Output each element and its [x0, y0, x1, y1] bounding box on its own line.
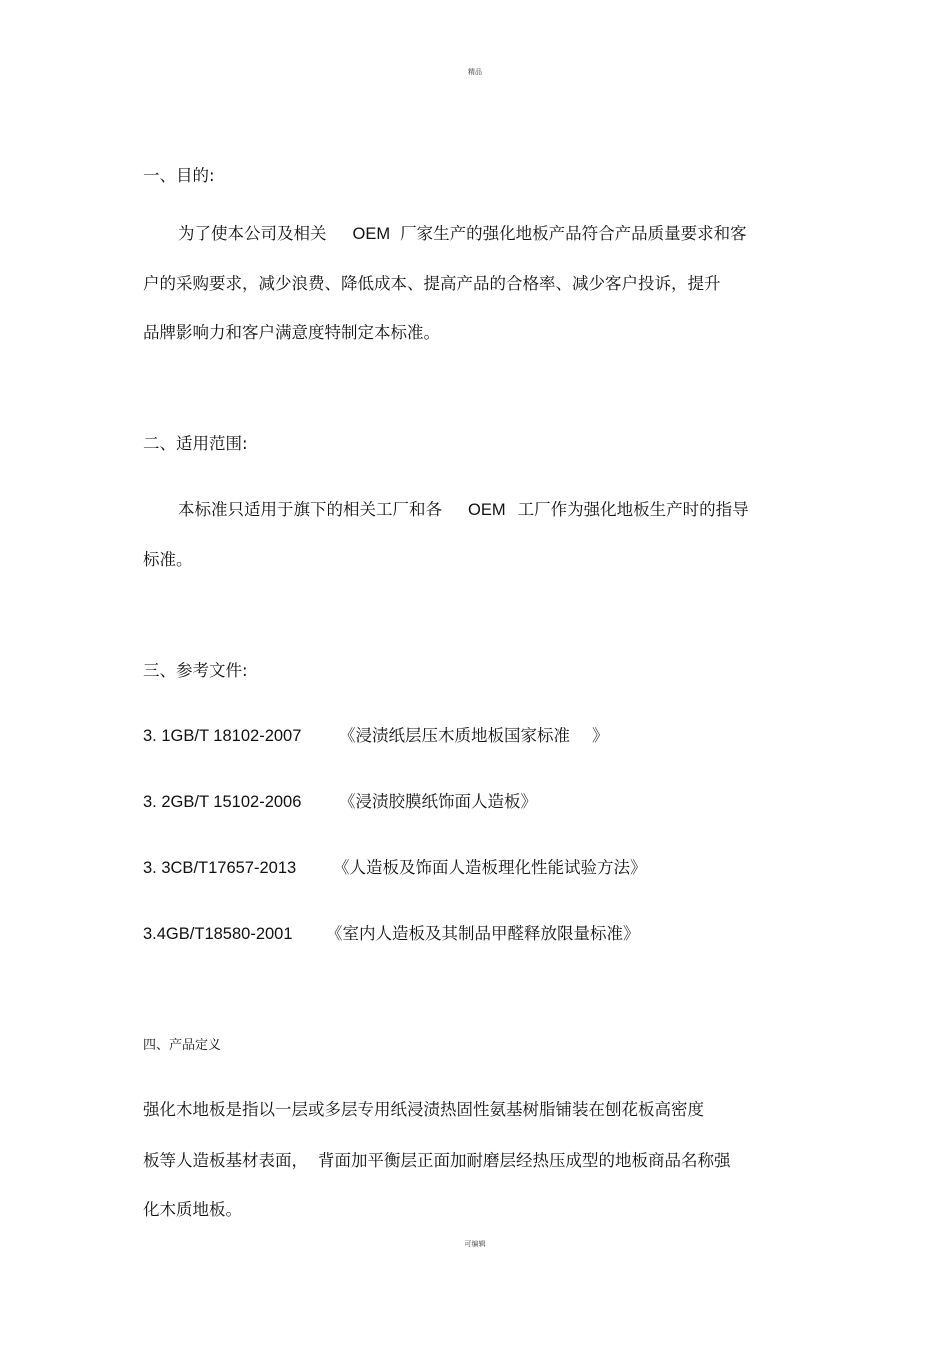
definition-line2-pre: 板等人造板基材表面， — [143, 1151, 308, 1170]
footer-mark: 可编辑 — [464, 1240, 486, 1248]
reference-title: 《人造板及饰面人造板理化性能试验方法》 — [333, 858, 647, 877]
purpose-line1-post: 厂家生产的强化地板产品符合产品质量要求和客 — [400, 224, 747, 243]
reference-title: 《浸渍胶膜纸饰面人造板》 — [339, 792, 537, 811]
reference-title: 《室内人造板及其制品甲醛释放限量标准》 — [326, 924, 640, 943]
reference-item — [143, 792, 537, 812]
definition-paragraph-line-2 — [143, 1151, 731, 1171]
definition-paragraph-line-1: 强化木地板是指以一层或多层专用纸浸渍热固性氨基树脂铺装在刨花板高密度 — [143, 1100, 704, 1119]
purpose-line1-oem: OEM — [352, 225, 391, 243]
reference-code: 3. 3CB/T17657-2013 — [143, 859, 297, 877]
scope-line1-pre: 本标准只适用于旗下的相关工厂和各 — [178, 500, 442, 519]
reference-item — [143, 726, 609, 746]
scope-line1-post: 工厂作为强化地板生产时的指导 — [517, 500, 749, 519]
purpose-line1-pre: 为了使本公司及相关 — [178, 224, 327, 243]
reference-code: 3.4GB/T18580-2001 — [143, 925, 293, 943]
purpose-paragraph-line-1 — [178, 224, 747, 244]
reference-item — [143, 924, 640, 944]
scope-paragraph-line-1 — [178, 500, 749, 520]
purpose-paragraph-line-2: 户的采购要求，减少浪费、降低成本、提高产品的合格率、减少客户投诉，提升 — [143, 274, 721, 293]
scope-line1-oem: OEM — [468, 501, 506, 519]
reference-title: 《浸渍纸层压木质地板国家标准 — [339, 726, 570, 745]
reference-code: 3. 1GB/T 18102-2007 — [143, 727, 302, 745]
reference-title-close: 》 — [592, 726, 609, 745]
definition-line2-post: 背面加平衡层正面加耐磨层经热压成型的地板商品名称强 — [318, 1151, 731, 1170]
purpose-paragraph-line-3: 品牌影响力和客户满意度特制定本标准。 — [143, 323, 440, 342]
reference-code: 3. 2GB/T 15102-2006 — [143, 793, 302, 811]
section-heading-purpose: 一、目的: — [143, 166, 215, 185]
section-heading-scope: 二、适用范围: — [143, 434, 248, 453]
header-mark: 精品 — [468, 68, 482, 76]
section-heading-definition: 四、产品定义 — [143, 1038, 222, 1053]
section-heading-references: 三、参考文件: — [143, 661, 248, 680]
scope-paragraph-line-2: 标准。 — [143, 550, 193, 569]
reference-item — [143, 858, 647, 878]
definition-paragraph-line-3: 化木质地板。 — [143, 1200, 242, 1219]
